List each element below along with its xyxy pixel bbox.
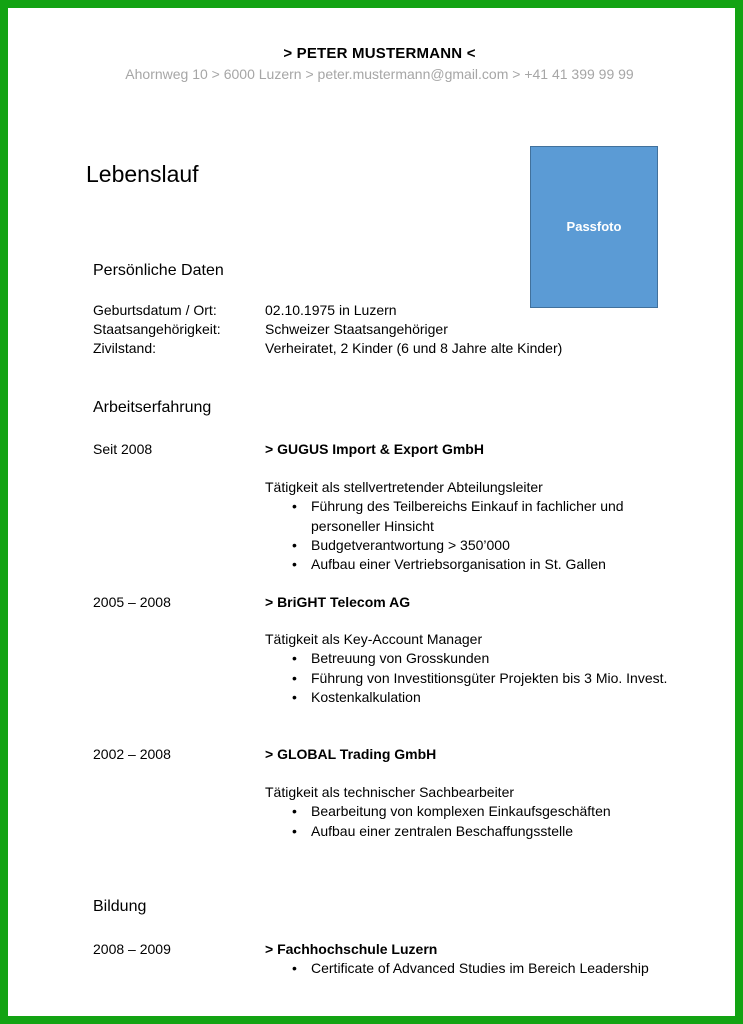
job-role: Tätigkeit als Key-Account Manager <box>265 631 483 647</box>
job-period: 2002 – 2008 <box>93 746 171 762</box>
job-bullet-list <box>265 649 685 707</box>
personal-label: Zivilstand: <box>93 340 157 356</box>
job-period: 2005 – 2008 <box>93 594 171 610</box>
section-heading-education: Bildung <box>93 898 147 915</box>
personal-label: Staatsangehörigkeit: <box>93 321 221 337</box>
job-details <box>265 478 685 574</box>
passport-photo-placeholder <box>530 146 658 308</box>
job-details <box>265 630 685 707</box>
personal-value: Schweizer Staatsangehöriger <box>265 321 448 337</box>
education-period: 2008 – 2009 <box>93 941 171 957</box>
section-heading-experience: Arbeitserfahrung <box>93 399 212 416</box>
document-title: Lebenslauf <box>86 161 199 187</box>
job-bullet: • Aufbau einer Vertriebsorganisation in St. Gallen <box>265 555 685 574</box>
photo-label: Passfoto <box>566 218 622 234</box>
header-contact: Ahornweg 10 > 6000 Luzern > peter.mustermann@gmail.com > +41 41 399 99 99 <box>125 66 634 82</box>
personal-value: 02.10.1975 in Luzern <box>265 302 397 318</box>
personal-label: Geburtsdatum / Ort: <box>93 302 217 318</box>
job-bullet: • Kostenkalkulation <box>265 688 685 707</box>
job-bullet-list <box>265 802 685 841</box>
section-heading-personal: Persönliche Daten <box>93 262 224 279</box>
job-role: Tätigkeit als technischer Sachbearbeiter <box>265 784 515 800</box>
education-details <box>265 959 685 978</box>
job-details <box>265 783 685 841</box>
job-bullet: • Bearbeitung von komplexen Einkaufsgeschäften <box>265 802 685 821</box>
personal-value: Verheiratet, 2 Kinder (6 und 8 Jahre alte Kinder) <box>265 340 563 356</box>
education-bullet-list <box>265 959 685 978</box>
job-bullet: • Aufbau einer zentralen Beschaffungsstelle <box>265 822 685 841</box>
job-company: > GLOBAL Trading GmbH <box>265 746 437 762</box>
education-school: > Fachhochschule Luzern <box>265 941 438 957</box>
header-name: > PETER MUSTERMANN < <box>283 45 476 62</box>
job-bullet: • Budgetverantwortung > 350’000 <box>265 536 685 555</box>
education-bullet: • Certificate of Advanced Studies im Bereich Leadership <box>265 959 685 978</box>
job-bullet: • Führung des Teilbereichs Einkauf in fachlicher und personeller Hinsicht <box>265 497 685 536</box>
job-company: > BriGHT Telecom AG <box>265 594 411 610</box>
job-bullet: • Betreuung von Grosskunden <box>265 649 685 668</box>
job-role: Tätigkeit als stellvertretender Abteilungsleiter <box>265 479 543 495</box>
job-period: Seit 2008 <box>93 441 153 457</box>
job-bullet-list <box>265 497 685 574</box>
job-bullet: • Führung von Investitionsgüter Projekten bis 3 Mio. Invest. <box>265 669 685 688</box>
job-company: > GUGUS Import & Export GmbH <box>265 441 484 457</box>
